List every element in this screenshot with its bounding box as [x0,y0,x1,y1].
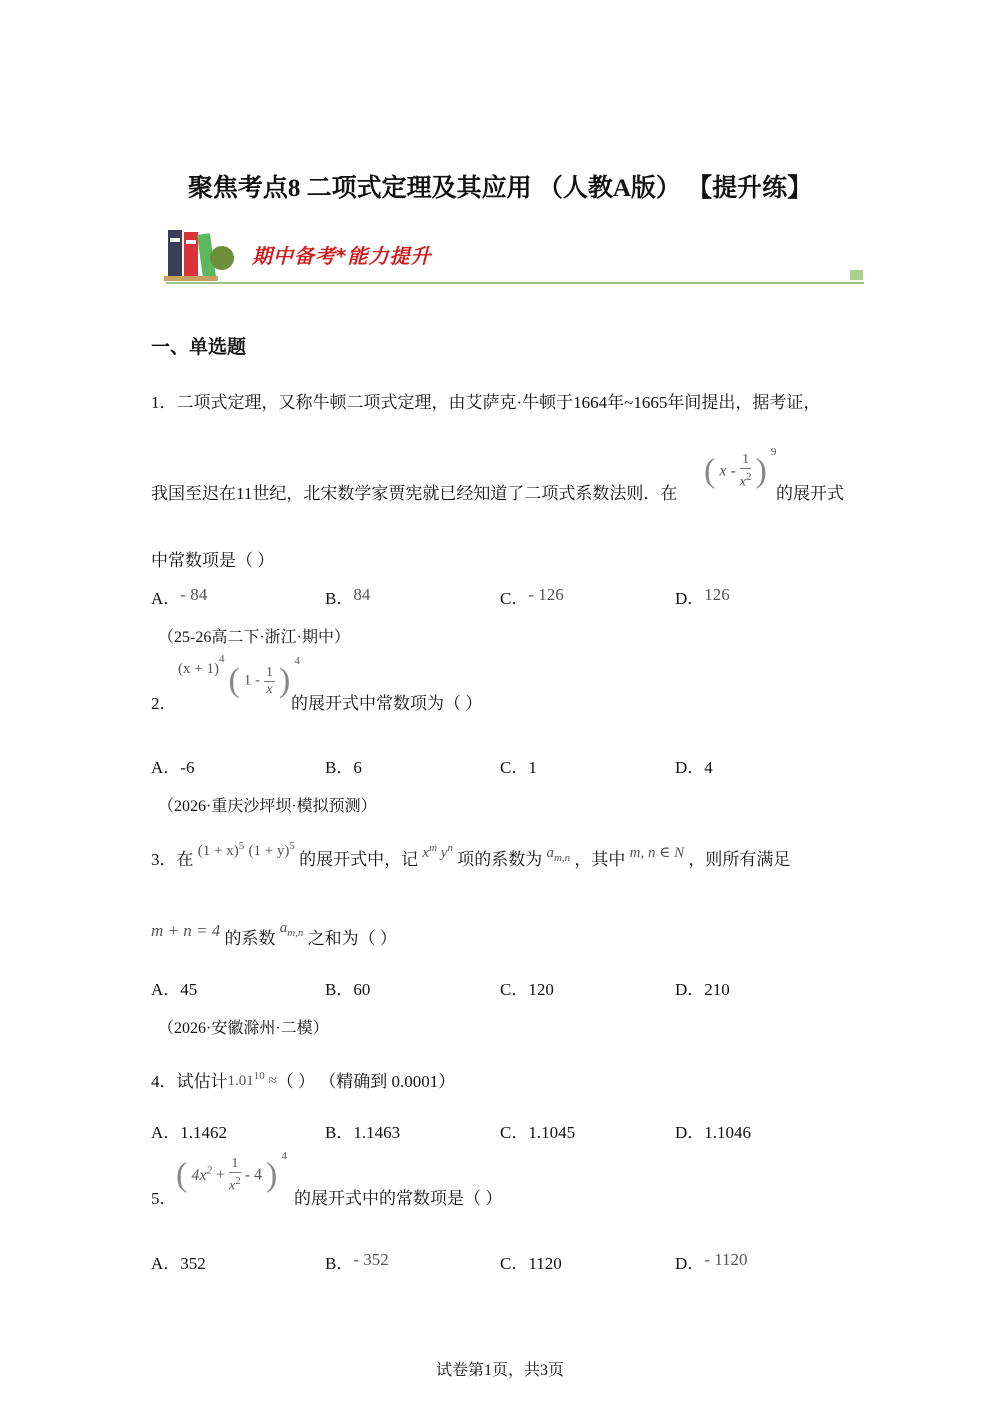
q2-option-d: D．4 [675,758,713,777]
page-footer: 试卷第1页，共3页 [435,1362,564,1379]
q5-option-c: C．1120 [500,1254,562,1273]
q2-text: 的展开式中常数项为（ ） [291,694,483,713]
q3-line1: 3．在 $(1 + x)^5$ $(1 + y)^5$ 的展开式中，记 $x^m$ $y^n$ 项的系数为 $a_{m,n}$ ，其中 m, n ∈ N ，则所有满足 [151,840,791,869]
q3-option-a: A．45 [151,980,198,999]
q5-number: 5． [151,1189,177,1208]
q2-option-a: A．-6 [151,758,195,777]
q1-option-d: D．126 [675,585,730,608]
q1-line3: 中常数项是（ ） [151,551,275,570]
q2-source: （25-26高二下·浙江·期中） [158,629,350,646]
q3-condition: m, n ∈ N [629,845,685,861]
books-icon [164,226,234,284]
q4-option-c: C．1.1045 [500,1123,576,1142]
q3-option-c: C．120 [500,980,554,999]
q3-option-d: D．210 [675,980,730,999]
q3-expr2: $(1 + y)^5$ [248,840,295,859]
q4-option-d: D．1.1046 [675,1123,752,1142]
q2-number: 2． [151,694,177,713]
q2-option-b: B．6 [325,758,362,777]
q3-monomial: $x^m$ $y^n$ [422,842,453,861]
q4-source: （2026·安徽滁州·二模） [158,1020,329,1037]
q4-option-a: A．1.1462 [151,1123,228,1142]
q3-coef: $a_{m,n}$ [546,845,571,864]
q5-option-d: D．- 1120 [675,1250,748,1273]
q4-expression: $1.01^{10}$ ≈ [227,1070,277,1089]
q3-option-b: B．60 [325,980,371,999]
q5-option-a: A．352 [151,1254,206,1273]
q5-expression: ( $4x^2$ + $\frac{1}{x^2}$ - 4 ) $^4$ [176,1149,287,1194]
q1-expression: ( x - $\frac{1}{x^2}$ ) $^9$ [704,445,777,490]
q1-line1: 1．二项式定理，又称牛顿二项式定理，由艾萨克·牛顿于1664年~1665年间提出，据考证， [151,393,821,412]
q4-line: 4．试估计$1.01^{10}$ ≈（ ） （精确到 0.0001） [151,1070,456,1091]
q5-option-b: B．- 352 [325,1250,389,1273]
q2-option-c: C．1 [500,758,537,777]
q1-line2 [151,479,677,504]
q1-option-a: A．- 84 [151,585,208,608]
q3-coef-2: $a_{m,n}$ [279,920,304,939]
q1-text-post: 的展开式 [776,484,844,503]
banner-label: 期中备考*能力提升 [252,244,432,268]
banner-divider [166,282,864,284]
banner-corner-square [850,270,863,280]
q1-option-c: C．- 126 [500,585,564,608]
q1-option-b: B．84 [325,585,371,608]
page-title: 聚焦考点8 二项式定理及其应用 （人教A版） 【提升练】 [187,175,813,202]
section-heading: 一、单选题 [151,337,247,358]
q4-option-b: B．1.1463 [325,1123,401,1142]
q5-text: 的展开式中的常数项是（ ） [294,1189,503,1208]
q3-sum-condition: m + n = 4 [151,921,221,940]
q3-source: （2026·重庆沙坪坝·模拟预测） [158,798,377,815]
q1-text-pre: 我国至迟在11世纪，北宋数学家贾宪就已经知道了二项式系数法则．在 [151,484,678,503]
q3-expr1: $(1 + x)^5$ [197,840,245,859]
q2-expression: $(x + 1)^4$ ( 1 - $\frac{1}{x}$ ) $^4$ [178,653,300,699]
q3-line2: m + n = 4 的系数 $a_{m,n}$ 之和为（ ） [151,920,397,948]
